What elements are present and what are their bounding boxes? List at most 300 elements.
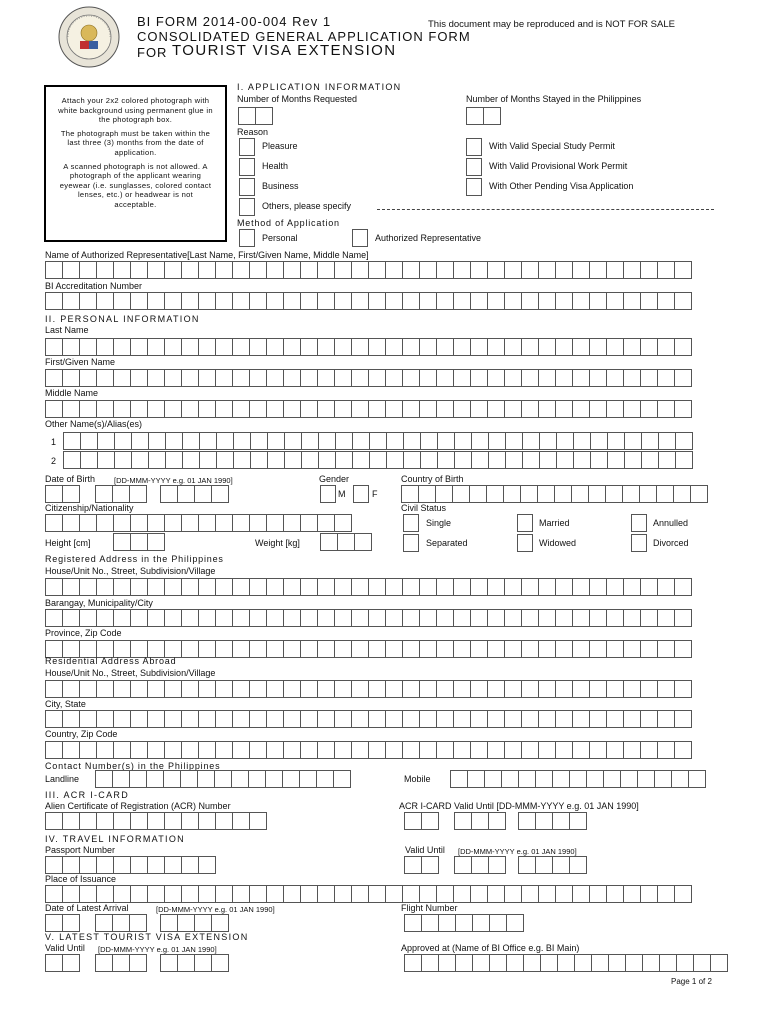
char-box[interactable] <box>623 710 641 728</box>
char-box[interactable] <box>113 741 131 759</box>
char-box[interactable] <box>421 812 439 830</box>
char-box[interactable] <box>147 369 165 387</box>
char-box[interactable] <box>215 338 233 356</box>
char-box[interactable] <box>403 451 421 469</box>
char-box[interactable] <box>640 400 658 418</box>
char-box[interactable] <box>488 856 506 874</box>
char-box[interactable] <box>606 680 624 698</box>
char-box[interactable] <box>215 514 233 532</box>
char-box[interactable] <box>249 640 267 658</box>
char-box[interactable] <box>504 369 522 387</box>
char-box[interactable] <box>640 640 658 658</box>
char-box[interactable] <box>589 710 607 728</box>
arrival-day-boxes[interactable] <box>45 914 79 932</box>
char-box[interactable] <box>688 770 706 788</box>
char-box[interactable] <box>589 741 607 759</box>
char-box[interactable] <box>606 741 624 759</box>
char-box[interactable] <box>453 261 471 279</box>
char-box[interactable] <box>283 578 301 596</box>
char-box[interactable] <box>506 954 524 972</box>
char-box[interactable] <box>266 261 284 279</box>
char-box[interactable] <box>487 400 505 418</box>
char-box[interactable] <box>351 338 369 356</box>
char-box[interactable] <box>607 432 625 450</box>
char-box[interactable] <box>181 680 199 698</box>
char-box[interactable] <box>640 261 658 279</box>
char-box[interactable] <box>215 640 233 658</box>
char-box[interactable] <box>588 485 606 503</box>
char-box[interactable] <box>436 261 454 279</box>
char-box[interactable] <box>112 485 130 503</box>
char-box[interactable] <box>572 710 590 728</box>
char-box[interactable] <box>232 710 250 728</box>
char-box[interactable] <box>317 369 335 387</box>
char-box[interactable] <box>248 770 266 788</box>
char-box[interactable] <box>641 432 659 450</box>
char-box[interactable] <box>419 338 437 356</box>
checkbox-study-permit[interactable] <box>466 138 482 156</box>
char-box[interactable] <box>606 292 624 310</box>
checkbox-health[interactable] <box>239 158 255 176</box>
char-box[interactable] <box>351 400 369 418</box>
months-stayed-boxes[interactable] <box>466 107 500 125</box>
char-box[interactable] <box>249 292 267 310</box>
char-box[interactable] <box>520 485 538 503</box>
char-box[interactable] <box>164 812 182 830</box>
char-box[interactable] <box>62 954 80 972</box>
char-box[interactable] <box>214 770 232 788</box>
char-box[interactable] <box>671 770 689 788</box>
char-box[interactable] <box>521 885 539 903</box>
checkbox-work-permit[interactable] <box>466 158 482 176</box>
char-box[interactable] <box>266 292 284 310</box>
checkbox-personal[interactable] <box>239 229 255 247</box>
char-box[interactable] <box>266 640 284 658</box>
char-box[interactable] <box>113 680 131 698</box>
char-box[interactable] <box>436 338 454 356</box>
char-box[interactable] <box>79 578 97 596</box>
char-box[interactable] <box>385 261 403 279</box>
char-box[interactable] <box>62 710 80 728</box>
char-box[interactable] <box>351 369 369 387</box>
char-box[interactable] <box>283 292 301 310</box>
char-box[interactable] <box>160 485 178 503</box>
char-box[interactable] <box>506 914 524 932</box>
char-box[interactable] <box>470 741 488 759</box>
char-box[interactable] <box>112 770 130 788</box>
char-box[interactable] <box>483 107 501 125</box>
char-box[interactable] <box>113 812 131 830</box>
char-box[interactable] <box>198 856 216 874</box>
char-box[interactable] <box>249 338 267 356</box>
char-box[interactable] <box>113 292 131 310</box>
char-box[interactable] <box>147 514 165 532</box>
char-box[interactable] <box>62 338 80 356</box>
char-box[interactable] <box>250 432 268 450</box>
char-box[interactable] <box>654 770 672 788</box>
char-box[interactable] <box>96 609 114 627</box>
char-box[interactable] <box>403 432 421 450</box>
char-box[interactable] <box>215 680 233 698</box>
char-box[interactable] <box>266 338 284 356</box>
char-box[interactable] <box>675 432 693 450</box>
char-box[interactable] <box>487 369 505 387</box>
char-box[interactable] <box>164 514 182 532</box>
char-box[interactable] <box>657 400 675 418</box>
char-box[interactable] <box>181 741 199 759</box>
checkbox-married[interactable] <box>517 514 533 532</box>
char-box[interactable] <box>164 578 182 596</box>
char-box[interactable] <box>470 680 488 698</box>
char-box[interactable] <box>453 400 471 418</box>
char-box[interactable] <box>503 485 521 503</box>
char-box[interactable] <box>215 369 233 387</box>
char-box[interactable] <box>385 609 403 627</box>
rep-name-boxes[interactable] <box>45 261 691 279</box>
char-box[interactable] <box>62 292 80 310</box>
char-box[interactable] <box>113 514 131 532</box>
char-box[interactable] <box>402 741 420 759</box>
char-box[interactable] <box>130 533 148 551</box>
char-box[interactable] <box>96 400 114 418</box>
char-box[interactable] <box>79 514 97 532</box>
char-box[interactable] <box>623 640 641 658</box>
char-box[interactable] <box>334 369 352 387</box>
char-box[interactable] <box>538 680 556 698</box>
char-box[interactable] <box>454 812 472 830</box>
char-box[interactable] <box>556 432 574 450</box>
char-box[interactable] <box>45 710 63 728</box>
char-box[interactable] <box>469 485 487 503</box>
char-box[interactable] <box>657 609 675 627</box>
char-box[interactable] <box>521 292 539 310</box>
char-box[interactable] <box>620 770 638 788</box>
char-box[interactable] <box>181 812 199 830</box>
char-box[interactable] <box>402 578 420 596</box>
char-box[interactable] <box>216 451 234 469</box>
char-box[interactable] <box>79 885 97 903</box>
char-box[interactable] <box>623 338 641 356</box>
char-box[interactable] <box>419 609 437 627</box>
char-box[interactable] <box>62 856 80 874</box>
char-box[interactable] <box>351 292 369 310</box>
char-box[interactable] <box>419 369 437 387</box>
char-box[interactable] <box>334 292 352 310</box>
mobile-boxes[interactable] <box>450 770 705 788</box>
char-box[interactable] <box>623 741 641 759</box>
char-box[interactable] <box>472 954 490 972</box>
char-box[interactable] <box>147 400 165 418</box>
dob-month-boxes[interactable] <box>95 485 146 503</box>
char-box[interactable] <box>317 741 335 759</box>
char-box[interactable] <box>232 400 250 418</box>
char-box[interactable] <box>334 885 352 903</box>
char-box[interactable] <box>454 451 472 469</box>
char-box[interactable] <box>590 451 608 469</box>
char-box[interactable] <box>351 680 369 698</box>
char-box[interactable] <box>164 261 182 279</box>
char-box[interactable] <box>368 292 386 310</box>
char-box[interactable] <box>489 914 507 932</box>
char-box[interactable] <box>45 292 63 310</box>
country-zip-boxes[interactable] <box>45 741 691 759</box>
char-box[interactable] <box>79 338 97 356</box>
char-box[interactable] <box>572 400 590 418</box>
char-box[interactable] <box>334 640 352 658</box>
char-box[interactable] <box>404 856 422 874</box>
char-box[interactable] <box>283 338 301 356</box>
char-box[interactable] <box>181 369 199 387</box>
char-box[interactable] <box>79 292 97 310</box>
char-box[interactable] <box>555 369 573 387</box>
char-box[interactable] <box>538 338 556 356</box>
char-box[interactable] <box>674 578 692 596</box>
char-box[interactable] <box>659 954 677 972</box>
checkbox-gender-f[interactable] <box>353 485 369 503</box>
char-box[interactable] <box>232 261 250 279</box>
char-box[interactable] <box>354 533 372 551</box>
char-box[interactable] <box>674 741 692 759</box>
char-box[interactable] <box>402 710 420 728</box>
char-box[interactable] <box>300 369 318 387</box>
char-box[interactable] <box>436 369 454 387</box>
char-box[interactable] <box>147 885 165 903</box>
char-box[interactable] <box>419 261 437 279</box>
flight-boxes[interactable] <box>404 914 523 932</box>
char-box[interactable] <box>284 432 302 450</box>
char-box[interactable] <box>198 640 216 658</box>
char-box[interactable] <box>351 609 369 627</box>
char-box[interactable] <box>164 338 182 356</box>
char-box[interactable] <box>420 451 438 469</box>
char-box[interactable] <box>569 856 587 874</box>
char-box[interactable] <box>504 578 522 596</box>
char-box[interactable] <box>300 710 318 728</box>
char-box[interactable] <box>625 954 643 972</box>
char-box[interactable] <box>586 770 604 788</box>
char-box[interactable] <box>232 292 250 310</box>
char-box[interactable] <box>674 710 692 728</box>
char-box[interactable] <box>555 400 573 418</box>
char-box[interactable] <box>504 609 522 627</box>
char-box[interactable] <box>640 710 658 728</box>
char-box[interactable] <box>62 485 80 503</box>
checkbox-divorced[interactable] <box>631 534 647 552</box>
char-box[interactable] <box>454 856 472 874</box>
char-box[interactable] <box>623 292 641 310</box>
char-box[interactable] <box>606 609 624 627</box>
char-box[interactable] <box>334 710 352 728</box>
char-box[interactable] <box>300 885 318 903</box>
char-box[interactable] <box>147 533 165 551</box>
char-box[interactable] <box>130 514 148 532</box>
char-box[interactable] <box>216 432 234 450</box>
char-box[interactable] <box>606 710 624 728</box>
char-box[interactable] <box>300 400 318 418</box>
char-box[interactable] <box>317 885 335 903</box>
char-box[interactable] <box>486 485 504 503</box>
char-box[interactable] <box>301 432 319 450</box>
char-box[interactable] <box>470 710 488 728</box>
char-box[interactable] <box>436 609 454 627</box>
char-box[interactable] <box>555 710 573 728</box>
char-box[interactable] <box>45 680 63 698</box>
char-box[interactable] <box>266 578 284 596</box>
char-box[interactable] <box>572 261 590 279</box>
char-box[interactable] <box>589 369 607 387</box>
char-box[interactable] <box>96 741 114 759</box>
char-box[interactable] <box>488 812 506 830</box>
char-box[interactable] <box>555 680 573 698</box>
char-box[interactable] <box>62 609 80 627</box>
char-box[interactable] <box>96 514 114 532</box>
char-box[interactable] <box>504 680 522 698</box>
char-box[interactable] <box>368 609 386 627</box>
char-box[interactable] <box>62 261 80 279</box>
char-box[interactable] <box>385 710 403 728</box>
char-box[interactable] <box>591 954 609 972</box>
char-box[interactable] <box>438 954 456 972</box>
char-box[interactable] <box>113 856 131 874</box>
char-box[interactable] <box>623 680 641 698</box>
char-box[interactable] <box>317 680 335 698</box>
char-box[interactable] <box>211 485 229 503</box>
char-box[interactable] <box>45 338 63 356</box>
char-box[interactable] <box>317 514 335 532</box>
char-box[interactable] <box>317 400 335 418</box>
char-box[interactable] <box>404 812 422 830</box>
char-box[interactable] <box>470 292 488 310</box>
char-box[interactable] <box>569 812 587 830</box>
char-box[interactable] <box>436 741 454 759</box>
char-box[interactable] <box>181 514 199 532</box>
char-box[interactable] <box>249 710 267 728</box>
char-box[interactable] <box>147 812 165 830</box>
char-box[interactable] <box>255 107 273 125</box>
char-box[interactable] <box>674 400 692 418</box>
landline-boxes[interactable] <box>95 770 350 788</box>
dob-day-boxes[interactable] <box>45 485 79 503</box>
char-box[interactable] <box>177 485 195 503</box>
char-box[interactable] <box>504 741 522 759</box>
char-box[interactable] <box>334 741 352 759</box>
char-box[interactable] <box>623 261 641 279</box>
char-box[interactable] <box>453 578 471 596</box>
char-box[interactable] <box>96 338 114 356</box>
char-box[interactable] <box>164 710 182 728</box>
char-box[interactable] <box>657 338 675 356</box>
char-box[interactable] <box>215 609 233 627</box>
char-box[interactable] <box>283 741 301 759</box>
char-box[interactable] <box>232 609 250 627</box>
char-box[interactable] <box>147 856 165 874</box>
char-box[interactable] <box>657 578 675 596</box>
char-box[interactable] <box>334 609 352 627</box>
char-box[interactable] <box>608 954 626 972</box>
char-box[interactable] <box>45 856 63 874</box>
acr-valid-day-boxes[interactable] <box>404 812 438 830</box>
char-box[interactable] <box>470 885 488 903</box>
char-box[interactable] <box>623 369 641 387</box>
char-box[interactable] <box>182 451 200 469</box>
char-box[interactable] <box>386 451 404 469</box>
char-box[interactable] <box>385 338 403 356</box>
char-box[interactable] <box>318 451 336 469</box>
char-box[interactable] <box>504 338 522 356</box>
char-box[interactable] <box>572 885 590 903</box>
char-box[interactable] <box>368 369 386 387</box>
char-box[interactable] <box>62 400 80 418</box>
char-box[interactable] <box>45 485 63 503</box>
char-box[interactable] <box>436 640 454 658</box>
char-box[interactable] <box>402 338 420 356</box>
char-box[interactable] <box>160 954 178 972</box>
char-box[interactable] <box>320 533 338 551</box>
char-box[interactable] <box>198 680 216 698</box>
char-box[interactable] <box>572 741 590 759</box>
char-box[interactable] <box>436 710 454 728</box>
char-box[interactable] <box>249 812 267 830</box>
char-box[interactable] <box>194 914 212 932</box>
char-box[interactable] <box>555 292 573 310</box>
char-box[interactable] <box>518 856 536 874</box>
char-box[interactable] <box>267 451 285 469</box>
char-box[interactable] <box>238 107 256 125</box>
char-box[interactable] <box>552 856 570 874</box>
citizenship-boxes[interactable] <box>45 514 351 532</box>
char-box[interactable] <box>113 369 131 387</box>
char-box[interactable] <box>435 485 453 503</box>
char-box[interactable] <box>657 292 675 310</box>
char-box[interactable] <box>487 640 505 658</box>
char-box[interactable] <box>656 485 674 503</box>
bi-accreditation-boxes[interactable] <box>45 292 691 310</box>
char-box[interactable] <box>45 741 63 759</box>
char-box[interactable] <box>164 856 182 874</box>
char-box[interactable] <box>249 400 267 418</box>
char-box[interactable] <box>164 400 182 418</box>
char-box[interactable] <box>368 741 386 759</box>
char-box[interactable] <box>283 710 301 728</box>
char-box[interactable] <box>402 369 420 387</box>
char-box[interactable] <box>95 954 113 972</box>
char-box[interactable] <box>504 292 522 310</box>
char-box[interactable] <box>522 451 540 469</box>
char-box[interactable] <box>163 770 181 788</box>
char-box[interactable] <box>555 261 573 279</box>
char-box[interactable] <box>589 338 607 356</box>
char-box[interactable] <box>555 338 573 356</box>
acr-valid-month-boxes[interactable] <box>454 812 505 830</box>
char-box[interactable] <box>334 261 352 279</box>
char-box[interactable] <box>488 432 506 450</box>
char-box[interactable] <box>572 609 590 627</box>
char-box[interactable] <box>352 451 370 469</box>
char-box[interactable] <box>129 954 147 972</box>
char-box[interactable] <box>164 741 182 759</box>
char-box[interactable] <box>622 485 640 503</box>
char-box[interactable] <box>674 292 692 310</box>
char-box[interactable] <box>177 914 195 932</box>
char-box[interactable] <box>472 914 490 932</box>
char-box[interactable] <box>351 885 369 903</box>
char-box[interactable] <box>198 609 216 627</box>
char-box[interactable] <box>710 954 728 972</box>
char-box[interactable] <box>453 680 471 698</box>
char-box[interactable] <box>249 261 267 279</box>
char-box[interactable] <box>404 954 422 972</box>
char-box[interactable] <box>130 261 148 279</box>
